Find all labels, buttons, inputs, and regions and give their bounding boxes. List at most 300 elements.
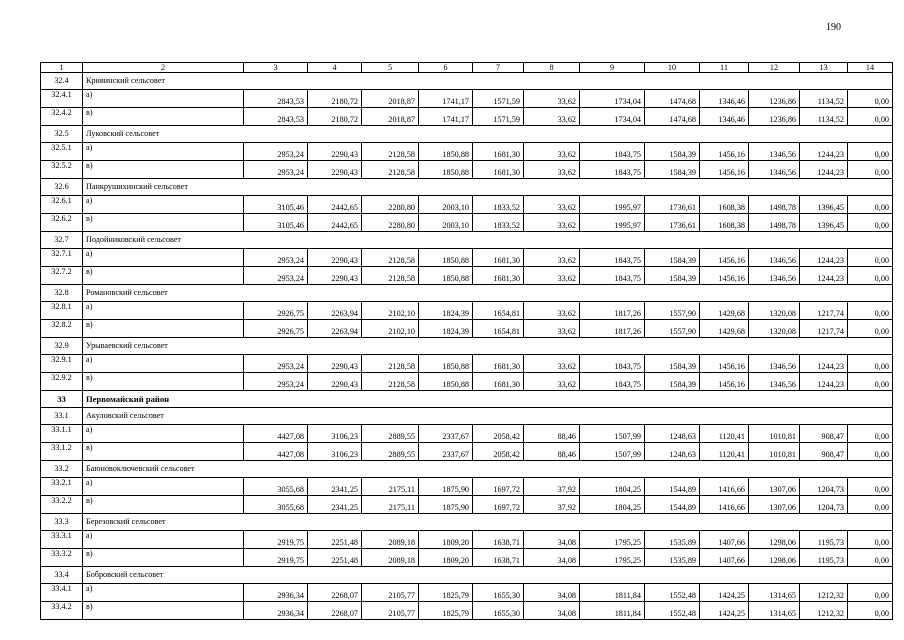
value-cell: 1416,66	[700, 496, 749, 514]
value-cell: 2953,24	[244, 143, 308, 161]
value-cell: 2105,77	[362, 584, 419, 602]
value-cell: 2105,77	[362, 602, 419, 620]
value-cell: 2268,07	[308, 602, 362, 620]
council-name: Подойниковский сельсовет	[83, 232, 893, 249]
value-cell: 1804,25	[580, 496, 645, 514]
row-code: 33.3.2	[41, 549, 83, 567]
value-cell: 1736,61	[645, 196, 700, 214]
value-cell: 2926,75	[244, 320, 308, 338]
value-cell: 1638,71	[473, 531, 524, 549]
value-cell: 1346,56	[749, 143, 800, 161]
value-cell: 2442,65	[308, 214, 362, 232]
value-cell: 1474,68	[645, 90, 700, 108]
value-cell: 0,00	[848, 143, 893, 161]
value-cell: 1995,97	[580, 196, 645, 214]
table-row	[41, 267, 893, 285]
value-cell: 0,00	[848, 196, 893, 214]
value-cell: 1850,88	[419, 355, 473, 373]
row-label: в)	[83, 320, 244, 338]
value-cell: 2953,24	[244, 355, 308, 373]
value-cell: 33,62	[524, 90, 580, 108]
council-row	[41, 567, 893, 584]
value-cell: 0,00	[848, 549, 893, 567]
value-cell: 2843,53	[244, 90, 308, 108]
value-cell: 1498,78	[749, 214, 800, 232]
value-cell: 1498,78	[749, 196, 800, 214]
row-code: 32.7.1	[41, 249, 83, 267]
value-cell: 33,62	[524, 108, 580, 126]
value-cell: 1120,41	[700, 443, 749, 461]
row-code: 32.4.1	[41, 90, 83, 108]
value-cell: 0,00	[848, 531, 893, 549]
council-name: Бобровский сельсовет	[83, 567, 893, 584]
table-row	[41, 249, 893, 267]
row-label: а)	[83, 478, 244, 496]
value-cell: 2280,80	[362, 214, 419, 232]
row-code: 33.1	[41, 408, 83, 425]
value-cell: 2442,65	[308, 196, 362, 214]
column-number: 5	[362, 63, 419, 73]
row-code: 33	[41, 391, 83, 408]
value-cell: 1825,79	[419, 584, 473, 602]
value-cell: 1346,56	[749, 249, 800, 267]
value-cell: 1134,52	[800, 108, 848, 126]
value-cell: 0,00	[848, 602, 893, 620]
value-cell: 34,08	[524, 584, 580, 602]
value-cell: 1416,66	[700, 478, 749, 496]
value-cell: 3106,23	[308, 443, 362, 461]
row-label: а)	[83, 355, 244, 373]
value-cell: 2058,42	[473, 443, 524, 461]
row-code: 33.3	[41, 514, 83, 531]
value-cell: 1833,52	[473, 214, 524, 232]
value-cell: 1307,06	[749, 478, 800, 496]
row-code: 33.4.2	[41, 602, 83, 620]
value-cell: 1875,90	[419, 496, 473, 514]
column-number: 10	[645, 63, 700, 73]
value-cell: 2175,11	[362, 496, 419, 514]
value-cell: 1681,30	[473, 267, 524, 285]
value-cell: 3055,68	[244, 496, 308, 514]
value-cell: 1843,75	[580, 373, 645, 391]
value-cell: 1681,30	[473, 355, 524, 373]
value-cell: 1346,56	[749, 267, 800, 285]
value-cell: 1557,90	[645, 302, 700, 320]
value-cell: 2953,24	[244, 373, 308, 391]
row-code: 32.9	[41, 338, 83, 355]
row-code: 32.8	[41, 285, 83, 302]
table-row	[41, 496, 893, 514]
value-cell: 1544,89	[645, 478, 700, 496]
council-name: Баюновоключевский сельсовет	[83, 461, 893, 478]
value-cell: 1236,86	[749, 108, 800, 126]
row-label: а)	[83, 196, 244, 214]
value-cell: 1544,89	[645, 496, 700, 514]
value-cell: 0,00	[848, 425, 893, 443]
value-cell: 2337,67	[419, 425, 473, 443]
value-cell: 1584,39	[645, 249, 700, 267]
value-cell: 1407,66	[700, 549, 749, 567]
value-cell: 2089,18	[362, 549, 419, 567]
district-row	[41, 391, 893, 408]
value-cell: 1741,17	[419, 108, 473, 126]
value-cell: 2128,58	[362, 249, 419, 267]
value-cell: 1346,56	[749, 161, 800, 179]
value-cell: 1535,89	[645, 531, 700, 549]
value-cell: 1429,68	[700, 320, 749, 338]
value-cell: 2263,94	[308, 302, 362, 320]
value-cell: 3105,46	[244, 196, 308, 214]
value-cell: 2003,10	[419, 196, 473, 214]
value-cell: 2128,58	[362, 161, 419, 179]
value-cell: 1307,06	[749, 496, 800, 514]
value-cell: 1824,39	[419, 320, 473, 338]
council-name: Луковский сельсовет	[83, 126, 893, 143]
value-cell: 0,00	[848, 443, 893, 461]
value-cell: 1584,39	[645, 143, 700, 161]
value-cell: 2889,55	[362, 425, 419, 443]
value-cell: 1346,46	[700, 90, 749, 108]
value-cell: 1817,26	[580, 320, 645, 338]
value-cell: 1212,32	[800, 584, 848, 602]
column-number: 13	[800, 63, 848, 73]
column-number: 8	[524, 63, 580, 73]
row-label: в)	[83, 161, 244, 179]
row-code: 32.5	[41, 126, 83, 143]
value-cell: 2128,58	[362, 355, 419, 373]
value-cell: 0,00	[848, 267, 893, 285]
value-cell: 1010,81	[749, 443, 800, 461]
value-cell: 1824,39	[419, 302, 473, 320]
value-cell: 2926,75	[244, 302, 308, 320]
council-row	[41, 73, 893, 90]
row-code: 32.9.2	[41, 373, 83, 391]
row-label: а)	[83, 425, 244, 443]
value-cell: 1795,25	[580, 549, 645, 567]
value-cell: 1120,41	[700, 425, 749, 443]
value-cell: 0,00	[848, 249, 893, 267]
value-cell: 0,00	[848, 214, 893, 232]
row-label: а)	[83, 143, 244, 161]
value-cell: 1817,26	[580, 302, 645, 320]
council-row	[41, 179, 893, 196]
row-code: 32.8.2	[41, 320, 83, 338]
value-cell: 1843,75	[580, 143, 645, 161]
value-cell: 1320,08	[749, 302, 800, 320]
council-row	[41, 285, 893, 302]
value-cell: 0,00	[848, 496, 893, 514]
row-label: в)	[83, 108, 244, 126]
value-cell: 4427,08	[244, 425, 308, 443]
value-cell: 1248,63	[645, 443, 700, 461]
value-cell: 1734,04	[580, 108, 645, 126]
value-cell: 1681,30	[473, 161, 524, 179]
value-cell: 1552,48	[645, 584, 700, 602]
value-cell: 1456,16	[700, 355, 749, 373]
row-code: 33.4	[41, 567, 83, 584]
value-cell: 33,62	[524, 249, 580, 267]
row-code: 32.7	[41, 232, 83, 249]
value-cell: 1681,30	[473, 249, 524, 267]
council-row	[41, 461, 893, 478]
table-row	[41, 531, 893, 549]
value-cell: 1456,16	[700, 267, 749, 285]
value-cell: 1571,59	[473, 90, 524, 108]
value-cell: 1298,06	[749, 531, 800, 549]
row-label: в)	[83, 214, 244, 232]
row-label: а)	[83, 531, 244, 549]
row-label: а)	[83, 249, 244, 267]
value-cell: 2843,53	[244, 108, 308, 126]
table-row	[41, 143, 893, 161]
row-label: а)	[83, 90, 244, 108]
value-cell: 1244,23	[800, 355, 848, 373]
page-number: 190	[826, 22, 841, 33]
row-code: 32.6.2	[41, 214, 83, 232]
table-row	[41, 108, 893, 126]
column-number: 11	[700, 63, 749, 73]
value-cell: 1843,75	[580, 249, 645, 267]
council-name: Акуловский сельсовет	[83, 408, 893, 425]
table-row	[41, 355, 893, 373]
council-row	[41, 338, 893, 355]
table-row	[41, 373, 893, 391]
value-cell: 33,62	[524, 143, 580, 161]
row-label: в)	[83, 373, 244, 391]
value-cell: 33,62	[524, 214, 580, 232]
value-cell: 2180,72	[308, 108, 362, 126]
row-code: 32.7.2	[41, 267, 83, 285]
value-cell: 37,92	[524, 496, 580, 514]
value-cell: 1424,25	[700, 602, 749, 620]
row-code: 32.5.1	[41, 143, 83, 161]
value-cell: 2290,43	[308, 143, 362, 161]
value-cell: 2337,67	[419, 443, 473, 461]
value-cell: 1217,74	[800, 302, 848, 320]
value-cell: 1571,59	[473, 108, 524, 126]
row-code: 33.2	[41, 461, 83, 478]
table-row	[41, 443, 893, 461]
value-cell: 1314,65	[749, 602, 800, 620]
value-cell: 1217,74	[800, 320, 848, 338]
value-cell: 3105,46	[244, 214, 308, 232]
value-cell: 2280,80	[362, 196, 419, 214]
council-row	[41, 232, 893, 249]
value-cell: 2953,24	[244, 267, 308, 285]
value-cell: 2290,43	[308, 267, 362, 285]
value-cell: 1134,52	[800, 90, 848, 108]
value-cell: 2263,94	[308, 320, 362, 338]
value-cell: 1655,30	[473, 602, 524, 620]
council-name: Кривинский сельсовет	[83, 73, 893, 90]
value-cell: 1608,38	[700, 214, 749, 232]
value-cell: 4427,08	[244, 443, 308, 461]
value-cell: 1346,56	[749, 355, 800, 373]
value-cell: 1244,23	[800, 373, 848, 391]
value-cell: 1809,20	[419, 531, 473, 549]
table-row	[41, 196, 893, 214]
row-label: в)	[83, 602, 244, 620]
row-code: 33.1.2	[41, 443, 83, 461]
value-cell: 33,62	[524, 320, 580, 338]
council-row	[41, 126, 893, 143]
value-cell: 1809,20	[419, 549, 473, 567]
value-cell: 2341,25	[308, 478, 362, 496]
value-cell: 1204,73	[800, 478, 848, 496]
value-cell: 1654,81	[473, 320, 524, 338]
row-code: 33.3.1	[41, 531, 83, 549]
value-cell: 2102,10	[362, 302, 419, 320]
row-code: 32.4	[41, 73, 83, 90]
value-cell: 1608,38	[700, 196, 749, 214]
value-cell: 2953,24	[244, 161, 308, 179]
value-cell: 1741,17	[419, 90, 473, 108]
table-row	[41, 302, 893, 320]
value-cell: 1734,04	[580, 90, 645, 108]
value-cell: 2919,75	[244, 531, 308, 549]
row-code: 33.4.1	[41, 584, 83, 602]
value-cell: 1407,66	[700, 531, 749, 549]
value-cell: 1456,16	[700, 161, 749, 179]
council-row	[41, 514, 893, 531]
value-cell: 34,08	[524, 602, 580, 620]
value-cell: 1850,88	[419, 161, 473, 179]
column-number: 12	[749, 63, 800, 73]
council-name: Березовский сельсовет	[83, 514, 893, 531]
value-cell: 2953,24	[244, 249, 308, 267]
value-cell: 1396,45	[800, 214, 848, 232]
value-cell: 1843,75	[580, 161, 645, 179]
value-cell: 2919,75	[244, 549, 308, 567]
value-cell: 1456,16	[700, 143, 749, 161]
council-row	[41, 408, 893, 425]
row-code: 32.6.1	[41, 196, 83, 214]
value-cell: 1584,39	[645, 161, 700, 179]
value-cell: 1850,88	[419, 249, 473, 267]
value-cell: 2290,43	[308, 249, 362, 267]
value-cell: 0,00	[848, 108, 893, 126]
value-cell: 2128,58	[362, 143, 419, 161]
row-label: а)	[83, 302, 244, 320]
value-cell: 1825,79	[419, 602, 473, 620]
value-cell: 2058,42	[473, 425, 524, 443]
column-number: 2	[83, 63, 244, 73]
table-body	[41, 63, 893, 620]
value-cell: 1795,25	[580, 531, 645, 549]
column-number: 7	[473, 63, 524, 73]
value-cell: 3106,23	[308, 425, 362, 443]
value-cell: 2018,87	[362, 90, 419, 108]
table-row	[41, 478, 893, 496]
value-cell: 1298,06	[749, 549, 800, 567]
value-cell: 34,08	[524, 531, 580, 549]
value-cell: 2003,10	[419, 214, 473, 232]
value-cell: 1314,65	[749, 584, 800, 602]
table-row	[41, 320, 893, 338]
column-number: 14	[848, 63, 893, 73]
value-cell: 1697,72	[473, 496, 524, 514]
value-cell: 2018,87	[362, 108, 419, 126]
value-cell: 1681,30	[473, 373, 524, 391]
row-label: а)	[83, 584, 244, 602]
row-code: 32.6	[41, 179, 83, 196]
table-row	[41, 584, 893, 602]
value-cell: 1204,73	[800, 496, 848, 514]
value-cell: 0,00	[848, 161, 893, 179]
value-cell: 1850,88	[419, 267, 473, 285]
table-row	[41, 161, 893, 179]
value-cell: 2268,07	[308, 584, 362, 602]
value-cell: 1424,25	[700, 584, 749, 602]
value-cell: 2936,34	[244, 602, 308, 620]
column-number-row	[41, 63, 893, 73]
value-cell: 34,08	[524, 549, 580, 567]
value-cell: 1843,75	[580, 267, 645, 285]
value-cell: 1655,30	[473, 584, 524, 602]
row-label: в)	[83, 549, 244, 567]
row-label: в)	[83, 443, 244, 461]
value-cell: 1843,75	[580, 355, 645, 373]
value-cell: 1584,39	[645, 373, 700, 391]
value-cell: 2128,58	[362, 373, 419, 391]
value-cell: 1850,88	[419, 373, 473, 391]
value-cell: 1456,16	[700, 373, 749, 391]
row-code: 33.1.1	[41, 425, 83, 443]
value-cell: 33,62	[524, 161, 580, 179]
value-cell: 1811,84	[580, 584, 645, 602]
value-cell: 0,00	[848, 584, 893, 602]
value-cell: 1535,89	[645, 549, 700, 567]
value-cell: 2251,48	[308, 549, 362, 567]
value-cell: 1638,71	[473, 549, 524, 567]
value-cell: 1811,84	[580, 602, 645, 620]
value-cell: 88,46	[524, 425, 580, 443]
value-cell: 2251,48	[308, 531, 362, 549]
value-cell: 1010,81	[749, 425, 800, 443]
value-cell: 33,62	[524, 355, 580, 373]
value-cell: 1244,23	[800, 249, 848, 267]
value-cell: 88,46	[524, 443, 580, 461]
table-row	[41, 90, 893, 108]
value-cell: 1875,90	[419, 478, 473, 496]
value-cell: 1697,72	[473, 478, 524, 496]
row-label: в)	[83, 496, 244, 514]
value-cell: 1557,90	[645, 320, 700, 338]
row-code: 33.2.2	[41, 496, 83, 514]
value-cell: 1195,73	[800, 549, 848, 567]
value-cell: 1456,16	[700, 249, 749, 267]
value-cell: 2175,11	[362, 478, 419, 496]
value-cell: 2290,43	[308, 161, 362, 179]
table-row	[41, 425, 893, 443]
value-cell: 908,47	[800, 443, 848, 461]
column-number: 4	[308, 63, 362, 73]
row-code: 32.8.1	[41, 302, 83, 320]
council-name: Романовский сельсовет	[83, 285, 893, 302]
value-cell: 33,62	[524, 267, 580, 285]
value-cell: 1195,73	[800, 531, 848, 549]
value-cell: 1346,56	[749, 373, 800, 391]
value-cell: 1244,23	[800, 143, 848, 161]
tariff-table	[40, 62, 893, 620]
column-number: 9	[580, 63, 645, 73]
table-row	[41, 549, 893, 567]
value-cell: 2290,43	[308, 355, 362, 373]
value-cell: 0,00	[848, 90, 893, 108]
row-code: 32.9.1	[41, 355, 83, 373]
value-cell: 1244,23	[800, 267, 848, 285]
value-cell: 1804,25	[580, 478, 645, 496]
